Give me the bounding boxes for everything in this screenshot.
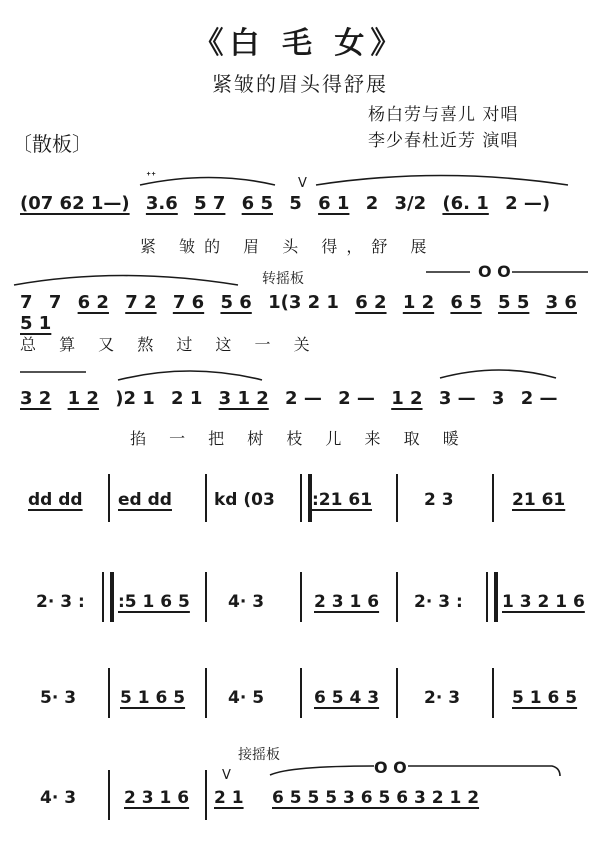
- credit-line-2: 李少春杜近芳 演唱: [368, 131, 519, 151]
- cell: 1 3 2 1 6: [502, 592, 585, 612]
- cell: 4· 5: [228, 688, 265, 708]
- bar-line: [396, 474, 398, 522]
- note: 7: [20, 292, 33, 313]
- note: 3 6: [545, 292, 577, 313]
- note: (07 62 1—): [20, 193, 130, 214]
- repeat-bar: [486, 572, 498, 622]
- bar-line: [492, 474, 494, 522]
- note: 2: [365, 193, 379, 214]
- note: 2 1: [171, 388, 203, 409]
- breath-v-mark-2: V: [222, 768, 231, 783]
- note: 2 —: [338, 388, 375, 409]
- bar-line: [108, 668, 110, 718]
- note: 5 1: [20, 313, 52, 334]
- repeat-bar: [102, 572, 114, 622]
- note: 3/2: [394, 193, 427, 214]
- bar-line: [205, 474, 207, 522]
- cell: 21 61: [512, 490, 566, 510]
- note: 6 1: [318, 193, 350, 214]
- note: 1(3 2 1: [268, 292, 339, 313]
- song-subtitle: 紧皱的眉头得舒展: [212, 72, 388, 96]
- fermata-oo-2: O O: [374, 758, 407, 777]
- cell: 4· 3: [228, 592, 265, 612]
- cell: 2 3 1 6: [124, 788, 190, 808]
- lyrics-line-2: 总 算 又 熬 过 这 一 关: [20, 335, 319, 354]
- note: 3: [491, 388, 505, 409]
- bar-line: [205, 572, 207, 622]
- cell: 4· 3: [40, 788, 77, 808]
- cell: 2 3: [424, 490, 454, 510]
- note: 5 6: [220, 292, 252, 313]
- bar-line: [492, 668, 494, 718]
- fermata-oo-1: O O: [478, 262, 511, 281]
- note: 6 2: [77, 292, 109, 313]
- cell: :21 61: [312, 490, 373, 510]
- cell: dd dd: [28, 490, 83, 510]
- bar-line: [205, 668, 207, 718]
- note: 2 —: [285, 388, 322, 409]
- tempo-change-jieyao: 接摇板: [238, 747, 280, 763]
- bar-line: [205, 770, 207, 820]
- note: 7 6: [172, 292, 205, 313]
- note: 2 —: [520, 388, 558, 409]
- bar-line: [396, 572, 398, 622]
- breath-mark: ᐩᐩ: [146, 170, 157, 185]
- cell: 2· 3 :: [36, 592, 85, 612]
- cell: 5· 3: [40, 688, 77, 708]
- bar-line: [108, 770, 110, 820]
- note: 3 1 2: [218, 388, 269, 409]
- bar-line: [396, 668, 398, 718]
- note: 1 2: [402, 292, 435, 313]
- note: 7 2: [125, 292, 157, 313]
- cell: 5 1 6 5: [512, 688, 578, 708]
- credit-line-1: 杨白劳与喜儿 对唱: [368, 105, 519, 125]
- score-line-2: [20, 292, 600, 334]
- note: 3 —: [438, 388, 476, 409]
- note: 5 5: [498, 292, 530, 313]
- note: )2 1: [115, 388, 155, 409]
- note: 2 —): [505, 193, 551, 214]
- note: 6 2: [355, 292, 387, 313]
- note: (6. 1: [442, 193, 489, 214]
- tempo-mark: 〔散板〕: [12, 132, 92, 156]
- cell: 2· 3 :: [414, 592, 463, 612]
- note: 1 2: [391, 388, 423, 409]
- repeat-bar: [300, 474, 312, 522]
- note: 5: [289, 193, 302, 214]
- bar-line: [300, 668, 302, 718]
- bar-line: [300, 572, 302, 622]
- tempo-change-zhuanyao: 转摇板: [262, 271, 304, 287]
- breath-v-mark: V: [298, 176, 307, 191]
- note: 7: [48, 292, 62, 313]
- cell: ed dd: [118, 490, 172, 510]
- cell: 2 1: [214, 788, 244, 808]
- lyrics-line-3: 掐 一 把 树 枝 儿 来 取 暖: [130, 429, 468, 448]
- note: 3 2: [20, 388, 52, 409]
- score-line-1: [20, 193, 560, 214]
- cell: 6 5 5 5 3 6 5 6 3 2 1 2: [272, 788, 480, 808]
- score-line-3: [20, 388, 568, 409]
- note: 6 5: [450, 292, 482, 313]
- cell: 2 3 1 6: [314, 592, 380, 612]
- cell: 5 1 6 5: [120, 688, 186, 708]
- note: 3.6: [145, 193, 178, 214]
- song-title: 《白 毛 女》: [193, 26, 407, 61]
- note: 6 5: [241, 193, 273, 214]
- cell: :5 1 6 5: [118, 592, 190, 612]
- cell: kd (03: [214, 490, 275, 510]
- bar-line: [108, 474, 110, 522]
- cell: 2· 3: [424, 688, 461, 708]
- lyrics-line-1: 紧 皱的 眉 头 得，舒 展: [140, 237, 436, 256]
- cell: 6 5 4 3: [314, 688, 380, 708]
- note: 5 7: [194, 193, 226, 214]
- note: 1 2: [67, 388, 99, 409]
